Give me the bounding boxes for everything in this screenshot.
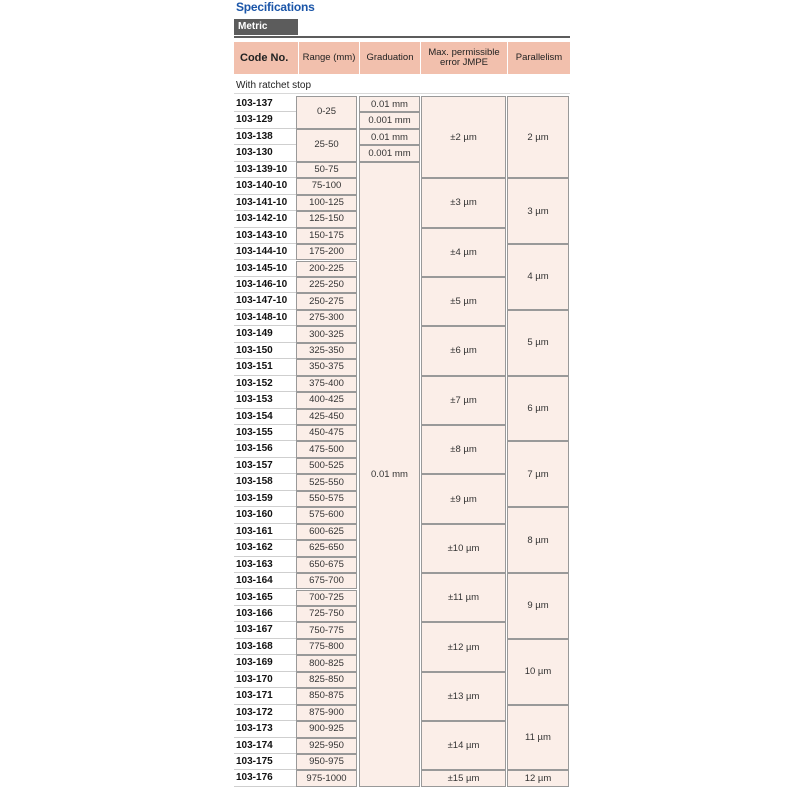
range-cell: 225-250: [296, 277, 357, 293]
code-cell: 103-173: [234, 721, 298, 737]
max-error-cell: ±3 µm: [421, 178, 506, 227]
code-cell: 103-157: [234, 458, 298, 474]
code-cell: 103-174: [234, 738, 298, 754]
header-parallelism: Parallelism: [508, 42, 570, 74]
code-cell: 103-163: [234, 557, 298, 573]
range-cell: 925-950: [296, 738, 357, 754]
graduation-cell: 0.01 mm: [359, 162, 420, 787]
code-cell: 103-160: [234, 507, 298, 523]
code-cell: 103-130: [234, 145, 298, 161]
range-cell: 725-750: [296, 606, 357, 622]
max-error-cell: ±5 µm: [421, 277, 506, 326]
max-error-cell: ±14 µm: [421, 721, 506, 770]
range-cell: 800-825: [296, 655, 357, 671]
unit-tag: Metric: [234, 19, 298, 35]
range-cell: 350-375: [296, 359, 357, 375]
max-error-cell: ±7 µm: [421, 376, 506, 425]
code-cell: 103-139-10: [234, 162, 298, 178]
range-cell: 475-500: [296, 441, 357, 457]
range-cell: 175-200: [296, 244, 357, 260]
range-cell: 250-275: [296, 293, 357, 309]
code-cell: 103-171: [234, 688, 298, 704]
code-cell: 103-146-10: [234, 277, 298, 293]
range-cell: 675-700: [296, 573, 357, 589]
max-error-cell: ±12 µm: [421, 622, 506, 671]
parallelism-cell: 10 µm: [507, 639, 569, 705]
graduation-cell: 0.01 mm: [359, 96, 420, 112]
range-cell: 850-875: [296, 688, 357, 704]
max-error-cell: ±13 µm: [421, 672, 506, 721]
max-error-cell: ±15 µm: [421, 770, 506, 786]
code-cell: 103-155: [234, 425, 298, 441]
max-error-cell: ±8 µm: [421, 425, 506, 474]
code-cell: 103-170: [234, 672, 298, 688]
code-cell: 103-162: [234, 540, 298, 556]
range-cell: 900-925: [296, 721, 357, 737]
code-cell: 103-154: [234, 409, 298, 425]
code-cell: 103-159: [234, 491, 298, 507]
tag-divider: [234, 36, 570, 38]
range-cell: 200-225: [296, 261, 357, 277]
code-cell: 103-143-10: [234, 228, 298, 244]
range-cell: 375-400: [296, 376, 357, 392]
header-max-error: Max. permissible error JMPE: [421, 42, 507, 74]
range-cell: 950-975: [296, 754, 357, 770]
code-cell: 103-151: [234, 359, 298, 375]
range-cell: 300-325: [296, 326, 357, 342]
code-cell: 103-137: [234, 96, 298, 112]
range-cell: 75-100: [296, 178, 357, 194]
parallelism-cell: 5 µm: [507, 310, 569, 376]
code-cell: 103-172: [234, 705, 298, 721]
max-error-cell: ±6 µm: [421, 326, 506, 375]
code-cell: 103-156: [234, 441, 298, 457]
range-cell: 50-75: [296, 162, 357, 178]
subheading-ratchet: With ratchet stop: [236, 80, 312, 91]
code-cell: 103-148-10: [234, 310, 298, 326]
range-cell: 550-575: [296, 491, 357, 507]
range-cell: 600-625: [296, 524, 357, 540]
range-cell: 825-850: [296, 672, 357, 688]
range-cell: 525-550: [296, 474, 357, 490]
graduation-cell: 0.001 mm: [359, 112, 420, 128]
range-cell: 25-50: [296, 129, 357, 162]
max-error-cell: ±9 µm: [421, 474, 506, 523]
parallelism-cell: 9 µm: [507, 573, 569, 639]
header-graduation: Graduation: [360, 42, 420, 74]
parallelism-cell: 7 µm: [507, 441, 569, 507]
code-cell: 103-142-10: [234, 211, 298, 227]
code-cell: 103-166: [234, 606, 298, 622]
range-cell: 700-725: [296, 590, 357, 606]
subheading-divider: [234, 93, 570, 94]
parallelism-cell: 3 µm: [507, 178, 569, 244]
parallelism-cell: 6 µm: [507, 376, 569, 442]
code-cell: 103-153: [234, 392, 298, 408]
parallelism-cell: 2 µm: [507, 96, 569, 178]
code-cell: 103-158: [234, 474, 298, 490]
code-cell: 103-175: [234, 754, 298, 770]
range-cell: 650-675: [296, 557, 357, 573]
parallelism-cell: 8 µm: [507, 507, 569, 573]
code-cell: 103-138: [234, 129, 298, 145]
range-cell: 750-775: [296, 622, 357, 638]
code-cell: 103-167: [234, 622, 298, 638]
parallelism-cell: 12 µm: [507, 770, 569, 786]
code-cell: 103-147-10: [234, 293, 298, 309]
range-cell: 875-900: [296, 705, 357, 721]
graduation-cell: 0.01 mm: [359, 129, 420, 145]
code-cell: 103-141-10: [234, 195, 298, 211]
code-cell: 103-152: [234, 376, 298, 392]
max-error-cell: ±11 µm: [421, 573, 506, 622]
range-cell: 975-1000: [296, 770, 357, 786]
code-cell: 103-169: [234, 655, 298, 671]
parallelism-cell: 11 µm: [507, 705, 569, 771]
code-cell: 103-129: [234, 112, 298, 128]
code-cell: 103-144-10: [234, 244, 298, 260]
range-cell: 400-425: [296, 392, 357, 408]
code-cell: 103-164: [234, 573, 298, 589]
range-cell: 150-175: [296, 228, 357, 244]
code-cell: 103-149: [234, 326, 298, 342]
range-cell: 575-600: [296, 507, 357, 523]
code-cell: 103-168: [234, 639, 298, 655]
range-cell: 325-350: [296, 343, 357, 359]
code-cell: 103-150: [234, 343, 298, 359]
max-error-cell: ±10 µm: [421, 524, 506, 573]
code-cell: 103-140-10: [234, 178, 298, 194]
code-cell: 103-161: [234, 524, 298, 540]
range-cell: 775-800: [296, 639, 357, 655]
range-cell: 125-150: [296, 211, 357, 227]
code-cell: 103-176: [234, 770, 298, 786]
parallelism-cell: 4 µm: [507, 244, 569, 310]
range-cell: 0-25: [296, 96, 357, 129]
max-error-cell: ±2 µm: [421, 96, 506, 178]
header-range: Range (mm): [299, 42, 359, 74]
range-cell: 450-475: [296, 425, 357, 441]
code-cell: 103-165: [234, 590, 298, 606]
range-cell: 100-125: [296, 195, 357, 211]
graduation-cell: 0.001 mm: [359, 145, 420, 161]
code-cell: 103-145-10: [234, 261, 298, 277]
range-cell: 275-300: [296, 310, 357, 326]
range-cell: 500-525: [296, 458, 357, 474]
max-error-cell: ±4 µm: [421, 228, 506, 277]
range-cell: 625-650: [296, 540, 357, 556]
page-title: Specifications: [236, 0, 315, 14]
range-cell: 425-450: [296, 409, 357, 425]
header-code: Code No.: [234, 42, 298, 74]
